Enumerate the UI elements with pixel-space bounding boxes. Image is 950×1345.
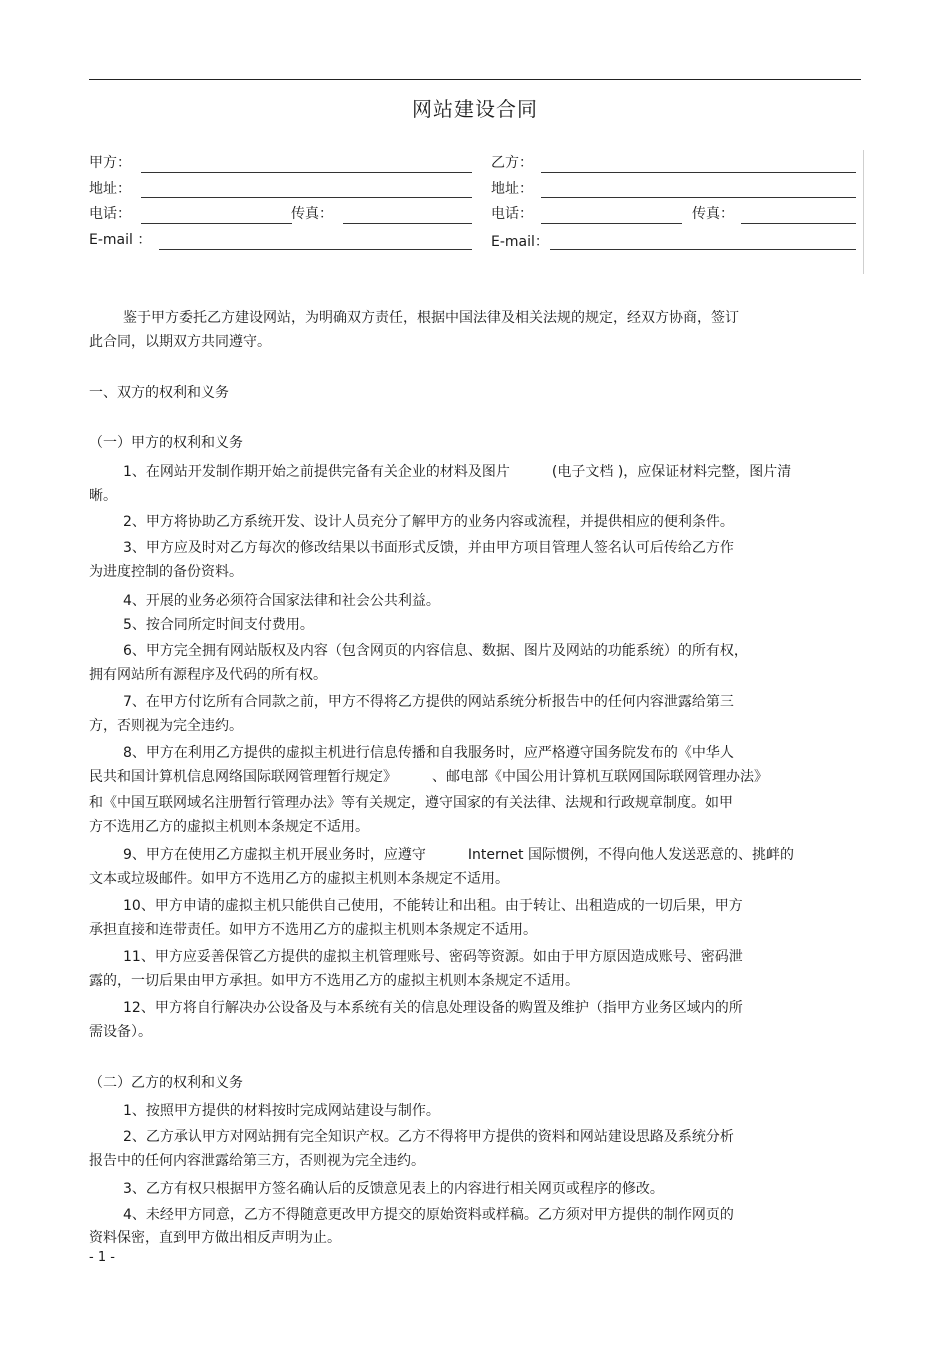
party-b-fax-field[interactable] — [741, 223, 856, 224]
clause-line: 2、甲方将协助乙方系统开发、设计人员充分了解甲方的业务内容或流程，并提供相应的便利条件。 — [123, 514, 734, 530]
clause-line: 12、甲方将自行解决办公设备及与本系统有关的信息处理设备的购置及维护（指甲方业务区域内的所 — [123, 1000, 743, 1016]
party-a-name-field[interactable] — [141, 172, 472, 173]
clause-line: 2、乙方承认甲方对网站拥有完全知识产权。乙方不得将甲方提供的资料和网站建设思路及系统分析 — [123, 1129, 734, 1145]
clause-line: 5、按合同所定时间支付费用。 — [123, 617, 314, 633]
clause-line: 11、甲方应妥善保管乙方提供的虚拟主机管理账号、密码等资源。如由于甲方原因造成账号、密码泄 — [123, 949, 743, 965]
party-a-fax-label: 传真： — [291, 206, 333, 222]
top-rule — [89, 79, 861, 80]
page-number: - 1 - — [89, 1250, 115, 1265]
clause-line: 1、按照甲方提供的材料按时完成网站建设与制作。 — [123, 1103, 440, 1119]
clause-line: 10、甲方申请的虚拟主机只能供自己使用，不能转让和出租。由于转让、出租造成的一切后果，甲方 — [123, 898, 743, 914]
clause-line: 9、甲方在使用乙方虚拟主机开展业务时，应遵守 Internet 国际惯例，不得向他人发送恶意的、挑衅的 — [123, 847, 794, 863]
party-a-name-label: 甲方： — [89, 155, 131, 171]
clause-line: 露的，一切后果由甲方承担。如甲方不选用乙方的虚拟主机则本条规定不适用。 — [89, 973, 579, 989]
clause-line: 和《中国互联网域名注册暂行管理办法》等有关规定，遵守国家的有关法律、法规和行政规章制度。如甲 — [89, 795, 733, 811]
party-a-email-label: E-mail ： — [89, 232, 152, 248]
page-title: 网站建设合同 — [412, 97, 538, 121]
clause-line: 方不选用乙方的虚拟主机则本条规定不适用。 — [89, 819, 369, 835]
party-b-phone-label: 电话： — [491, 206, 533, 222]
clause-line: 1、在网站开发制作期开始之前提供完备有关企业的材料及图片 (电子文档 )，应保证材料完整，图片清 — [123, 464, 792, 480]
party-a-phone-field[interactable] — [141, 223, 292, 224]
party-a-address-label: 地址： — [89, 181, 131, 197]
party-a-phone-label: 电话： — [89, 206, 131, 222]
clause-line: 7、在甲方付讫所有合同款之前，甲方不得将乙方提供的网站系统分析报告中的任何内容泄露给第三 — [123, 694, 734, 710]
clause-line: 3、乙方有权只根据甲方签名确认后的反馈意见表上的内容进行相关网页或程序的修改。 — [123, 1181, 664, 1197]
clause-line: 文本或垃圾邮件。如甲方不选用乙方的虚拟主机则本条规定不适用。 — [89, 871, 509, 887]
clause-line: 报告中的任何内容泄露给第三方，否则视为完全违约。 — [89, 1153, 425, 1169]
party-b-email-label: E-mail： — [491, 234, 549, 250]
party-b-address-label: 地址： — [491, 181, 533, 197]
intro-line: 此合同，以期双方共同遵守。 — [89, 334, 271, 350]
clause-line: 资料保密，直到甲方做出相反声明为止。 — [89, 1230, 341, 1246]
party-a-fax-field[interactable] — [343, 223, 472, 224]
clause-line: 方，否则视为完全违约。 — [89, 718, 243, 734]
subsection-heading: （一）甲方的权利和义务 — [89, 435, 243, 451]
clause-line: 为进度控制的备份资料。 — [89, 564, 243, 580]
clause-line: 拥有网站所有源程序及代码的所有权。 — [89, 667, 327, 683]
party-b-email-field[interactable] — [550, 249, 856, 250]
clause-line: 需设备）。 — [89, 1024, 152, 1040]
party-b-fax-label: 传真： — [692, 206, 734, 222]
clause-line: 民共和国计算机信息网络国际联网管理暂行规定》 、邮电部《中国公用计算机互联网国际联网管理办法》 — [89, 769, 768, 785]
party-b-phone-field[interactable] — [541, 223, 682, 224]
clause-line: 晰。 — [89, 488, 117, 504]
clause-line: 8、甲方在利用乙方提供的虚拟主机进行信息传播和自我服务时，应严格遵守国务院发布的《中华人 — [123, 745, 734, 761]
clause-line: 4、未经甲方同意，乙方不得随意更改甲方提交的原始资料或样稿。乙方须对甲方提供的制作网页的 — [123, 1207, 734, 1223]
party-b-address-field[interactable] — [541, 197, 856, 198]
clause-line: 3、甲方应及时对乙方每次的修改结果以书面形式反馈，并由甲方项目管理人签名认可后传给乙方作 — [123, 540, 734, 556]
clause-line: 6、甲方完全拥有网站版权及内容（包含网页的内容信息、数据、图片及网站的功能系统）的所有权， — [123, 643, 748, 659]
clause-line: 承担直接和连带责任。如甲方不选用乙方的虚拟主机则本条规定不适用。 — [89, 922, 537, 938]
party-a-email-field[interactable] — [159, 249, 472, 250]
party-a-address-field[interactable] — [141, 197, 472, 198]
section-heading: 一、双方的权利和义务 — [89, 385, 229, 401]
header-right-border — [863, 150, 864, 274]
subsection-heading: （二）乙方的权利和义务 — [89, 1075, 243, 1091]
party-b-name-field[interactable] — [541, 172, 856, 173]
intro-line: 鉴于甲方委托乙方建设网站，为明确双方责任，根据中国法律及相关法规的规定，经双方协商，签订 — [123, 310, 739, 326]
party-b-name-label: 乙方： — [491, 155, 533, 171]
clause-line: 4、开展的业务必须符合国家法律和社会公共利益。 — [123, 593, 440, 609]
